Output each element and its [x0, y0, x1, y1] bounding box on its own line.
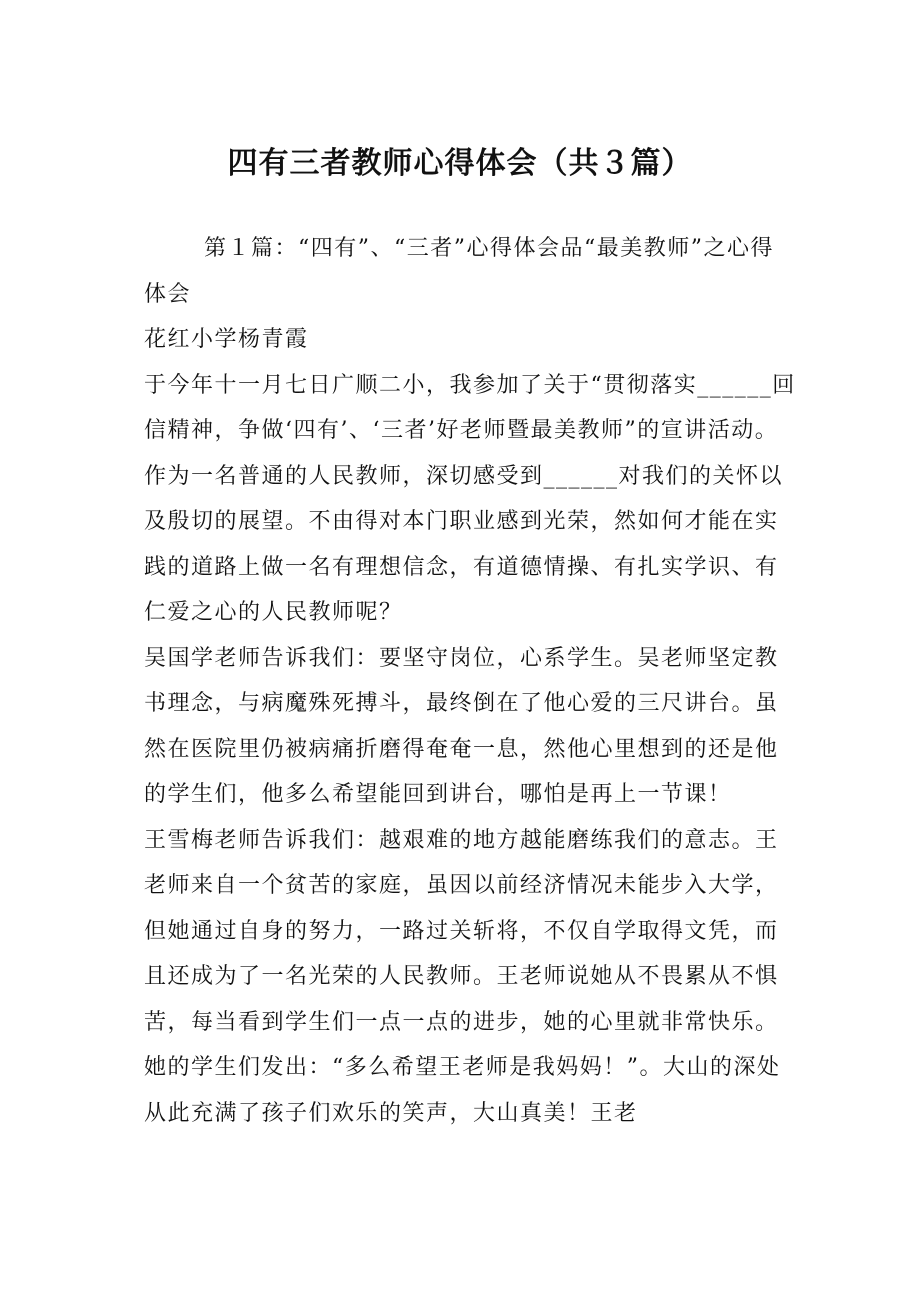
document-title: 四有三者教师心得体会（共３篇）	[227, 146, 693, 181]
paragraph-3: 王雪梅老师告诉我们：越艰难的地方越能磨练我们的意志。王老师来自一个贫苦的家庭，虽因以前经济情况未能步入大学，但她通过自身的努力，一路过关斩将，不仅自学取得文凭，而且还成为了一名光荣的人民教师。王老师说她从不畏累从不惧苦，每当看到学生们一点一点的进步，她的心里就非常快乐。她的学生们发出：“多么希望王老师是我妈妈！”。大山的深处从此充满了孩子们欢乐的笑声，大山真美！王老	[144, 827, 781, 1126]
document-body	[144, 226, 796, 1136]
paragraph-1: 于今年十一月七日广顺二小，我参加了关于“贯彻落实______回信精神，争做‘四有’、‘三者’好老师暨最美教师”的宣讲活动。作为一名普通的人民教师，深切感受到______对我们的关怀以及殷切的展望。不由得对本门职业感到光荣，然如何才能在实践的道路上做一名有理想信念，有道德情操、有扎实学识、有仁爱之心的人民教师呢？	[144, 372, 796, 625]
section-heading: 第１篇：“四有”、“三者”心得体会品“最美教师”之心得体会	[144, 236, 774, 307]
paragraph-2: 吴国学老师告诉我们：要坚守岗位，心系学生。吴老师坚定教书理念，与病魔殊死搏斗，最终倒在了他心爱的三尺讲台。虽然在医院里仍被病痛折磨得奄奄一息，然他心里想到的还是他的学生们，他多么希望能回到讲台，哪怕是再上一节课！	[144, 645, 779, 807]
author-line: 花红小学杨青霞	[144, 327, 309, 352]
